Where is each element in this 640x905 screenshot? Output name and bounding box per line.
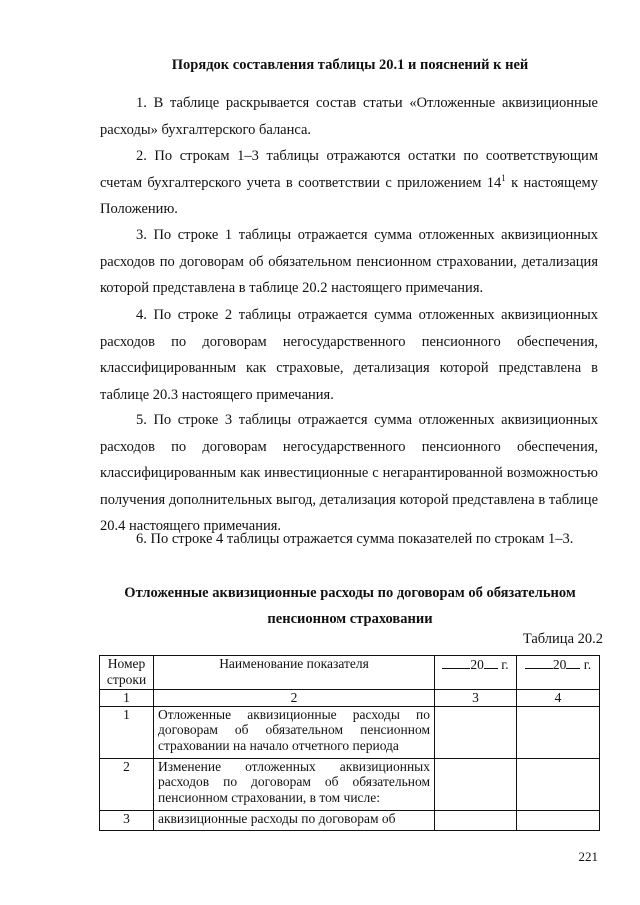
year-blank	[442, 656, 470, 669]
numbering-cell: 3	[435, 690, 517, 707]
numbering-cell: 1	[100, 690, 154, 707]
paragraph-3: 3. По строке 1 таблицы отражается сумма отложенных аквизиционных расходов по договорам об обязательном пенсионном страховании, детализация которой представлена в таблице 20.2 настоящего примечания.	[100, 227, 598, 297]
table-header-row	[100, 656, 600, 690]
numbering-cell: 2	[154, 690, 435, 707]
paragraph-1: 1. В таблице раскрывается состав статьи «Отложенные аквизиционные расходы» бухгалтерского баланса.	[100, 95, 598, 138]
row-indicator-name: Изменение отложенных аквизиционных расходов по договорам об обязательном пенсионном страховании, в том числе:	[154, 758, 435, 810]
header-year-1	[435, 656, 517, 690]
table-caption: Таблица 20.2	[522, 631, 603, 647]
row-value-cell	[435, 758, 517, 810]
table-heading-line-1: Отложенные аквизиционные расходы по договорам об обязательном	[124, 585, 576, 601]
row-value-cell	[517, 706, 600, 758]
paragraph-2-text-end: к настоящему Положению.	[100, 174, 598, 218]
table-row	[100, 706, 600, 758]
paragraph-4: 4. По строке 2 таблицы отражается сумма отложенных аквизиционных расходов по договорам негосударственного пенсионного обеспечения, классифицированным как страховые, детализация которой представлена в таблице 20.3 настоящего примечания.	[100, 307, 598, 403]
row-number: 3	[100, 810, 154, 830]
numbering-cell: 4	[517, 690, 600, 707]
header-year-1-suffix: г.	[497, 657, 509, 672]
year-blank	[566, 656, 580, 669]
paragraph-2	[100, 143, 598, 223]
header-row-number: Номер строки	[100, 656, 154, 690]
year-blank	[484, 656, 498, 669]
table-row	[100, 758, 600, 810]
header-year-2-suffix: г.	[580, 657, 592, 672]
year-blank	[525, 656, 553, 669]
paragraph-2-text-start: 2. По строкам 1–3 таблицы отражаются остатки по соответствующим счетам бухгалтерского учета в соответствии с приложением 14	[100, 148, 598, 191]
row-indicator-name: Отложенные аквизиционные расходы по договорам об обязательном пенсионном страховании на начало отчетного периода	[154, 706, 435, 758]
footnote-superscript: 1	[501, 172, 506, 183]
row-value-cell	[435, 706, 517, 758]
header-indicator-name: Наименование показателя	[154, 656, 435, 690]
table-20-2	[99, 655, 600, 831]
section-heading: Порядок составления таблицы 20.1 и пояснений к ней	[171, 57, 529, 73]
row-indicator-name: аквизиционные расходы по договорам об	[154, 810, 435, 830]
row-number: 2	[100, 758, 154, 810]
header-year-1-value: 20	[470, 657, 484, 672]
row-number: 1	[100, 706, 154, 758]
row-value-cell	[517, 758, 600, 810]
row-value-cell	[435, 810, 517, 830]
row-value-cell	[517, 810, 600, 830]
table-numbering-row	[100, 690, 600, 707]
header-year-2	[517, 656, 600, 690]
table-heading-line-2: пенсионном страховании	[267, 611, 433, 627]
page-number: 221	[578, 849, 598, 864]
table-row	[100, 810, 600, 830]
paragraph-5: 5. По строке 3 таблицы отражается сумма отложенных аквизиционных расходов по договорам негосударственного пенсионного обеспечения, классифицированным как инвестиционные с негарантированной возможностью получения дополнительных выгод, детализация которой представлена в таблице 20.4 настоящего примечания.	[100, 412, 598, 535]
paragraph-6: 6. По строке 4 таблицы отражается сумма показателей по строкам 1–3.	[136, 531, 574, 547]
header-year-2-value: 20	[552, 657, 567, 672]
